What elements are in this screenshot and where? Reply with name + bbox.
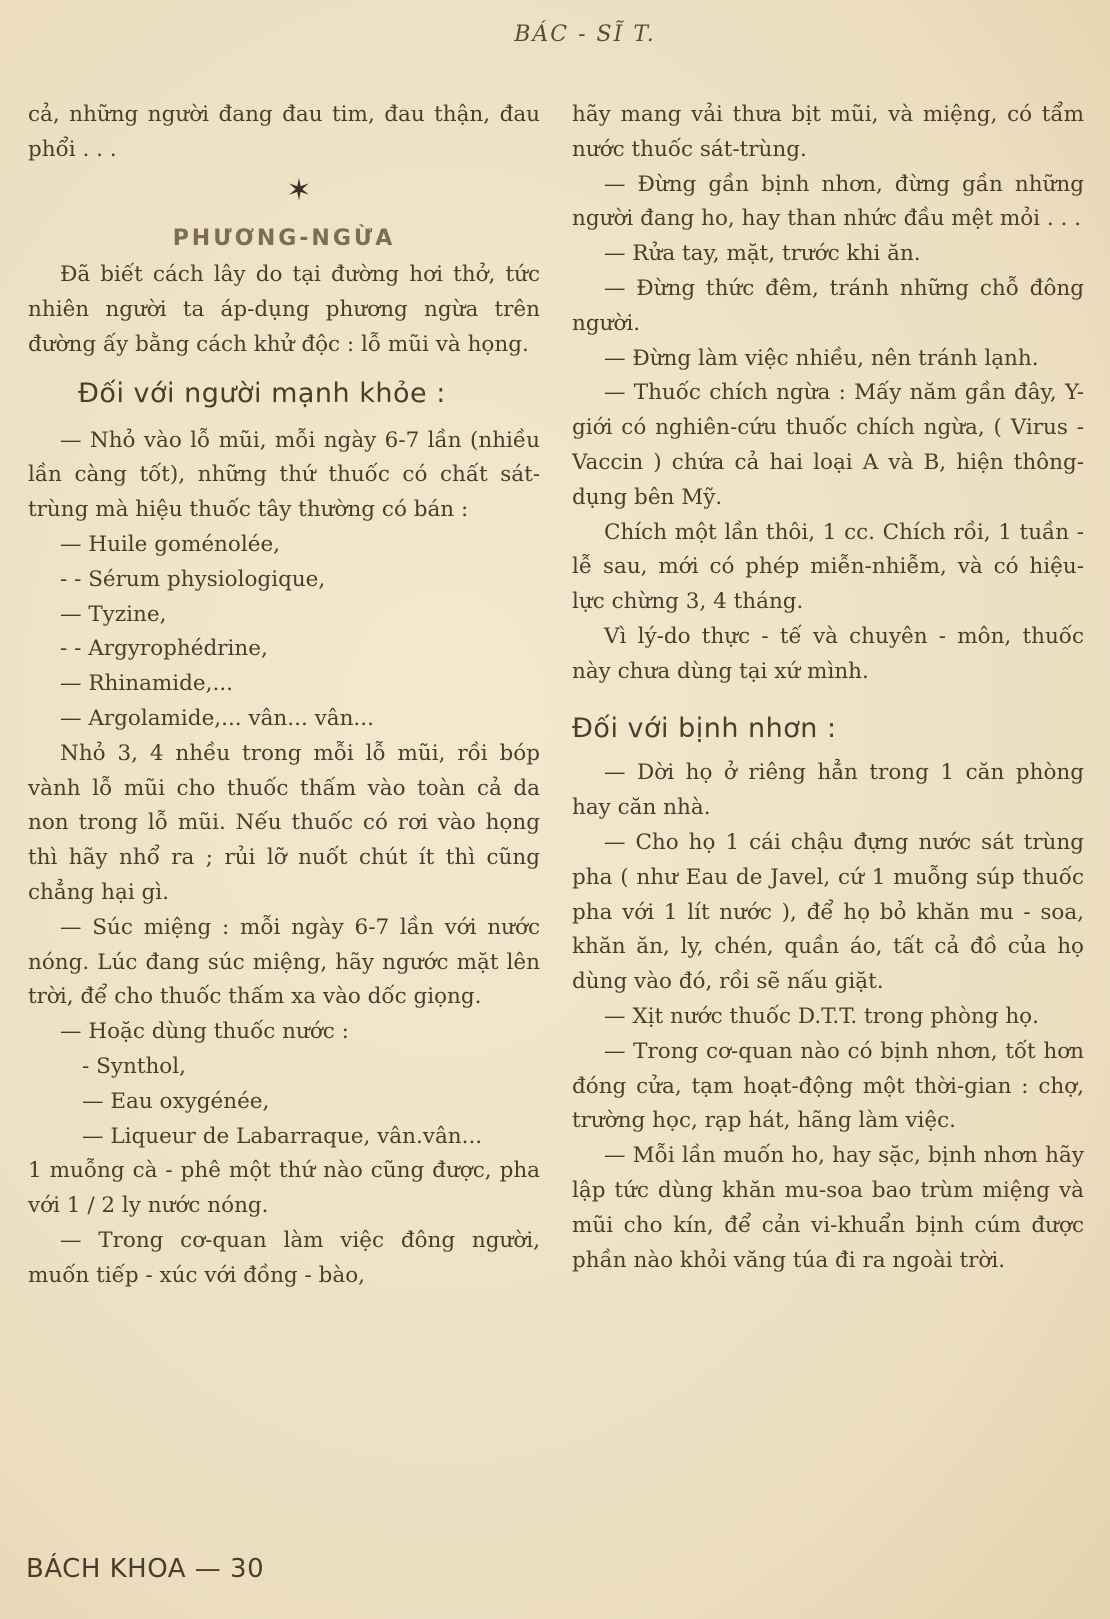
running-header: BÁC - SĨ T. [514,22,656,47]
left-column [28,98,540,1294]
paragraph: — Đừng thức đêm, tránh những chỗ đông người. [572,275,1084,336]
drug-list-item: — Huile goménolée, [60,531,281,557]
paragraph: Vì lý-do thực - tế và chuyên - môn, thuốc này chưa dùng tại xứ mình. [572,623,1084,684]
paragraph: — Súc miệng : mỗi ngày 6-7 lần với nước nóng. Lúc đang súc miệng, hãy ngước mặt lên trời, để cho thuốc thấm xa vào dốc giọng. [28,914,540,1010]
paragraph: — Rửa tay, mặt, trước khi ăn. [604,241,921,267]
paragraph: — Cho họ 1 cái chậu đựng nước sát trùng pha ( như Eau de Javel, cứ 1 muỗng súp thuốc pha với 1 lít nước ), để họ bỏ khăn mu - soa, khăn ăn, ly, chén, quần áo, tất cả đồ của họ dùng vào đó, rồi sẽ nấu giặt. [572,829,1084,995]
paragraph: — Nhỏ vào lỗ mũi, mỗi ngày 6-7 lần (nhiều lần càng tốt), những thứ thuốc có chất sát-trùng mà hiệu thuốc tây thường có bán : [28,427,540,523]
paragraph: Nhỏ 3, 4 nhều trong mỗi lỗ mũi, rồi bóp vành lỗ mũi cho thuốc thấm vào toàn cả da non trong lỗ mũi. Nếu thuốc có rơi vào họng thì hãy nhổ ra ; rủi lỡ nuốt chút ít thì cũng chẳng hại gì. [28,740,540,905]
page-footer: BÁCH KHOA — 30 [26,1554,265,1584]
paragraph: Đã biết cách lây do tại đường hơi thở, tức nhiên người ta áp-dụng phương ngừa trên đường ấy bằng cách khử độc : lỗ mũi và họng. [28,262,540,357]
paragraph: Chích một lần thôi, 1 cc. Chích rồi, 1 tuần - lễ sau, mới có phép miễn-nhiễm, và có hiệu-lực chừng 3, 4 tháng. [572,519,1084,615]
drug-list-item: — Tyzine, [60,601,167,627]
liquid-list-item: — Eau oxygénée, [82,1088,270,1114]
drug-list-item: - - Argyrophédrine, [60,636,268,662]
drug-list-item: - - Sérum physiologique, [60,566,326,592]
star-ornament-icon: ✶ [286,172,312,208]
paragraph: — Mỗi lần muốn ho, hay sặc, bịnh nhơn hãy lập tức dùng khăn mu-soa bao trùm miệng và mũi cho kín, để cản vi-khuẩn bịnh cúm được phần nào khỏi văng túa đi ra ngoài trời. [572,1143,1084,1273]
paragraph: 1 muỗng cà - phê một thứ nào cũng được, pha với 1 / 2 ly nước nóng. [28,1158,540,1219]
paragraph: — Đừng gần bịnh nhơn, đừng gần những người đang ho, hay than nhức đầu mệt mỏi . . . [572,171,1084,232]
paragraph: — Hoặc dùng thuốc nước : [60,1019,349,1045]
drug-list-item: — Argolamide,... vân... vân... [60,705,374,731]
section-title: PHƯƠNG-NGỪA [172,225,396,251]
paragraph: — Thuốc chích ngừa : Mấy năm gần đây, Y-giới có nghiên-cứu thuốc chích ngừa, ( Virus - Vaccin ) chứa cả hai loại A và B, hiện thông-dụng bên Mỹ. [572,380,1084,510]
intro-paragraph: cả, những người đang đau tim, đau thận, đau phổi . . . [28,102,540,162]
paragraph: — Trong cơ-quan nào có bịnh nhơn, tốt hơn đóng cửa, tạm hoạt-động một thời-gian : chợ, trường học, rạp hát, hãng làm việc. [572,1038,1084,1134]
liquid-list-item: — Liqueur de Labarraque, vân.vân... [82,1123,483,1149]
paragraph: — Xịt nước thuốc D.T.T. trong phòng họ. [604,1003,1039,1029]
drug-list-item: — Rhinamide,... [60,671,233,697]
paragraph: — Đừng làm việc nhiều, nên tránh lạnh. [604,345,1039,371]
paragraph: — Trong cơ-quan làm việc đông người, muốn tiếp - xúc với đồng - bào, [28,1227,540,1288]
paragraph: hãy mang vải thưa bịt mũi, và miệng, có tẩm nước thuốc sát-trùng. [572,102,1084,162]
subheading-healthy: Đối với người mạnh khỏe : [78,377,446,409]
liquid-list-item: - Synthol, [82,1053,186,1079]
right-column [572,98,1084,1278]
paragraph: — Dời họ ở riêng hẳn trong 1 căn phòng hay căn nhà. [572,760,1084,821]
subheading-patients: Đối với bịnh nhơn : [572,712,837,744]
